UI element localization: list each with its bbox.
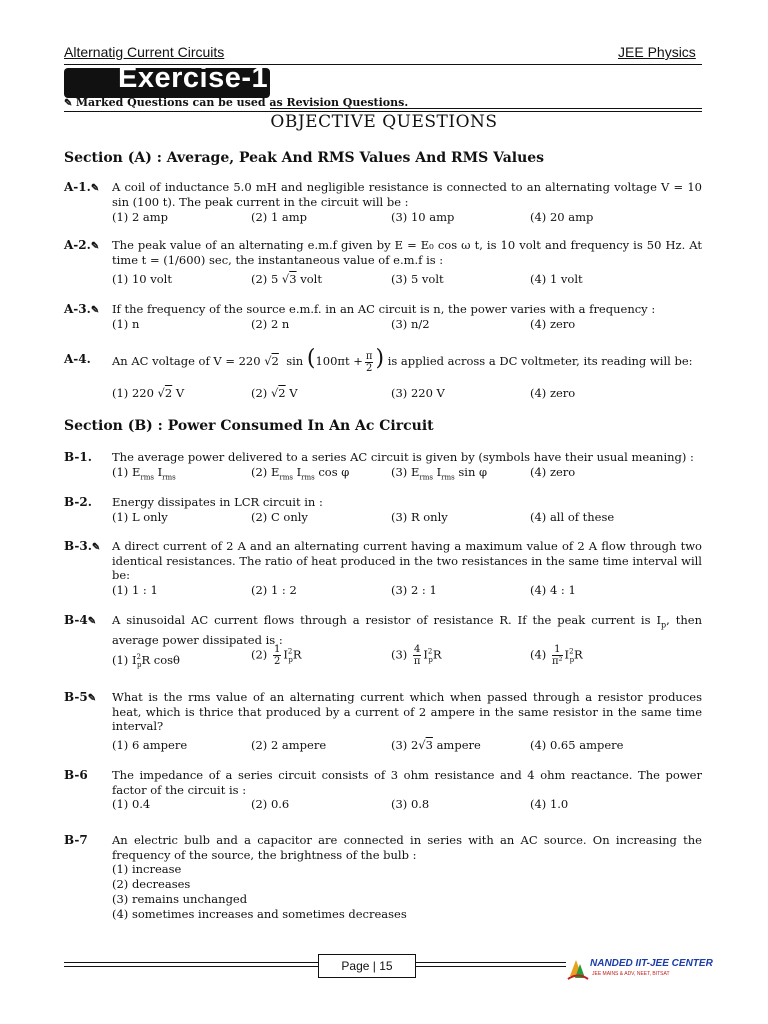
question-number: B-1. (64, 450, 92, 464)
option: (1) 10 volt (112, 272, 172, 286)
question-text: If the frequency of the source e.m.f. in an AC circuit is n, the power varies with a frequency : (112, 302, 656, 316)
question-text: What is the rms value of an alternating current which when passed through a resistor produces heat, which is thrice that produced by a current of 2 ampere in the same resistor in the same time interval? (112, 690, 702, 733)
pen-icon: ✎ (90, 305, 100, 316)
option: (3) $E_{rms}$ $I_{rms}$ sin φ (391, 465, 488, 482)
option: (4) zero (530, 465, 576, 479)
option: (2) C only (251, 510, 308, 524)
exercise-title: Exercise-1 (118, 62, 269, 94)
option: (4) zero (530, 386, 576, 400)
option: (1) n (112, 317, 140, 331)
option: (2) 1 : 2 (251, 583, 297, 597)
option: (1) 6 ampere (112, 738, 188, 752)
option: (3) 0.8 (391, 797, 430, 811)
section-a-heading: Section (A) : Average, Peak And RMS Values And RMS Values (64, 150, 545, 166)
question-text: A coil of inductance 5.0 mH and negligible resistance is connected to an alternating voltage V = 10 sin (100 t). The peak current in the circuit will be : (112, 180, 702, 209)
question-text: A sinusoidal AC current flows through a resistor of resistance R. If the peak current is $I_p$, then average power dissipated is : (112, 613, 702, 647)
question-number: B-3.✎ (64, 539, 101, 553)
option: (2) $\frac{1}{2}$ $I^2_pR$ (251, 644, 302, 667)
option: (4) 20 amp (530, 210, 594, 224)
question-number: B-4✎ (64, 613, 97, 627)
option: (2) $E_{rms}$ $I_{rms}$ cos φ (251, 465, 350, 482)
objective-heading: OBJECTIVE QUESTIONS (270, 112, 498, 132)
question-text: Energy dissipates in LCR circuit in : (112, 495, 323, 509)
question-text: A direct current of 2 A and an alternating current having a maximum value of 2 A flow through two identical resistances. The ratio of heat produced in the two resistances in the same time interval will be: (112, 539, 702, 582)
option: (4) 1 volt (530, 272, 583, 286)
option: (2) 0.6 (251, 797, 290, 811)
option: (4) 0.65 ampere (530, 738, 624, 752)
question-number: A-1.✎ (64, 180, 100, 194)
question-text: The average power delivered to a series AC circuit is given by (symbols have their usual meaning) : (112, 450, 694, 464)
option: (1) 2 amp (112, 210, 169, 224)
pen-icon: ✎ (91, 542, 101, 553)
pen-icon: ✎ (64, 98, 76, 109)
option: (4) 4 : 1 (530, 583, 576, 597)
option: (4) 1.0 (530, 797, 569, 811)
section-b-heading: Section (B) : Power Consumed In An Ac Circuit (64, 418, 434, 434)
pen-icon: ✎ (90, 183, 100, 194)
option: (2) 5 √3 volt (251, 272, 322, 286)
question-text: The impedance of a series circuit consists of 3 ohm resistance and 4 ohm reactance. The power factor of the circuit is : (112, 768, 702, 797)
option: (4) zero (530, 317, 576, 331)
question-text: An AC voltage of V = 220 √2 sin (100πt + $\frac{\pi}{2}$ ) is applied across a DC voltmeter, its reading will be: (112, 346, 693, 374)
option: (2) √2 V (251, 386, 298, 400)
question-number: A-3.✎ (64, 302, 100, 316)
option: (2) 1 amp (251, 210, 308, 224)
option: (3) 2 : 1 (391, 583, 437, 597)
option: (3) remains unchanged (112, 892, 248, 906)
pen-icon: ✎ (87, 616, 97, 627)
question-number: B-6 (64, 768, 88, 782)
option: (1) 1 : 1 (112, 583, 158, 597)
question-number: B-5✎ (64, 690, 97, 704)
header-subject: JEE Physics (618, 44, 696, 60)
revision-note: ✎ Marked Questions can be used as Revision Questions. (64, 96, 409, 109)
option: (1) $E_{rms}$ $I_{rms}$ (112, 465, 176, 482)
page-number: Page | 15 (318, 954, 416, 978)
option: (2) 2 ampere (251, 738, 327, 752)
question-number: A-4. (64, 352, 91, 366)
option: (3) 220 V (391, 386, 445, 400)
option: (4) sometimes increases and sometimes decreases (112, 907, 407, 921)
option: (3) 2√3 ampere (391, 738, 481, 752)
question-text: An electric bulb and a capacitor are connected in series with an AC source. On increasing the frequency of the source, the brightness of the bulb : (112, 833, 702, 862)
option: (3) 10 amp (391, 210, 455, 224)
pen-icon: ✎ (90, 241, 100, 252)
question-text: The peak value of an alternating e.m.f given by E = E₀ cos ω t, is 10 volt and frequency is 50 Hz. At time t = (1/600) sec, the instantaneous value of e.m.f is : (112, 238, 702, 267)
question-number: B-7 (64, 833, 88, 847)
option: (1) 220 √2 V (112, 386, 185, 400)
question-number: B-2. (64, 495, 92, 509)
option: (2) 2 n (251, 317, 290, 331)
logo-text: NANDED IIT-JEE CENTER (590, 958, 713, 969)
option: (2) decreases (112, 877, 191, 891)
option: (3) $\frac{4}{\pi}$ $I^2_pR$ (391, 644, 442, 667)
option: (4) all of these (530, 510, 615, 524)
logo-subtext: JEE MAINS & ADV, NEET, BITSAT (592, 971, 670, 977)
option: (3) R only (391, 510, 448, 524)
option: (1) L only (112, 510, 168, 524)
option: (1) increase (112, 862, 182, 876)
header-chapter-title: Alternatig Current Circuits (64, 44, 225, 60)
question-number: A-2.✎ (64, 238, 100, 252)
option: (3) 5 volt (391, 272, 444, 286)
option: (3) n/2 (391, 317, 430, 331)
option: (4) $\frac{1}{\text{π²}}$ $I^2_pR$ (530, 644, 583, 667)
option: (1) $I^2_pR$ cosθ (112, 652, 180, 670)
option: (1) 0.4 (112, 797, 151, 811)
pen-icon: ✎ (87, 693, 97, 704)
